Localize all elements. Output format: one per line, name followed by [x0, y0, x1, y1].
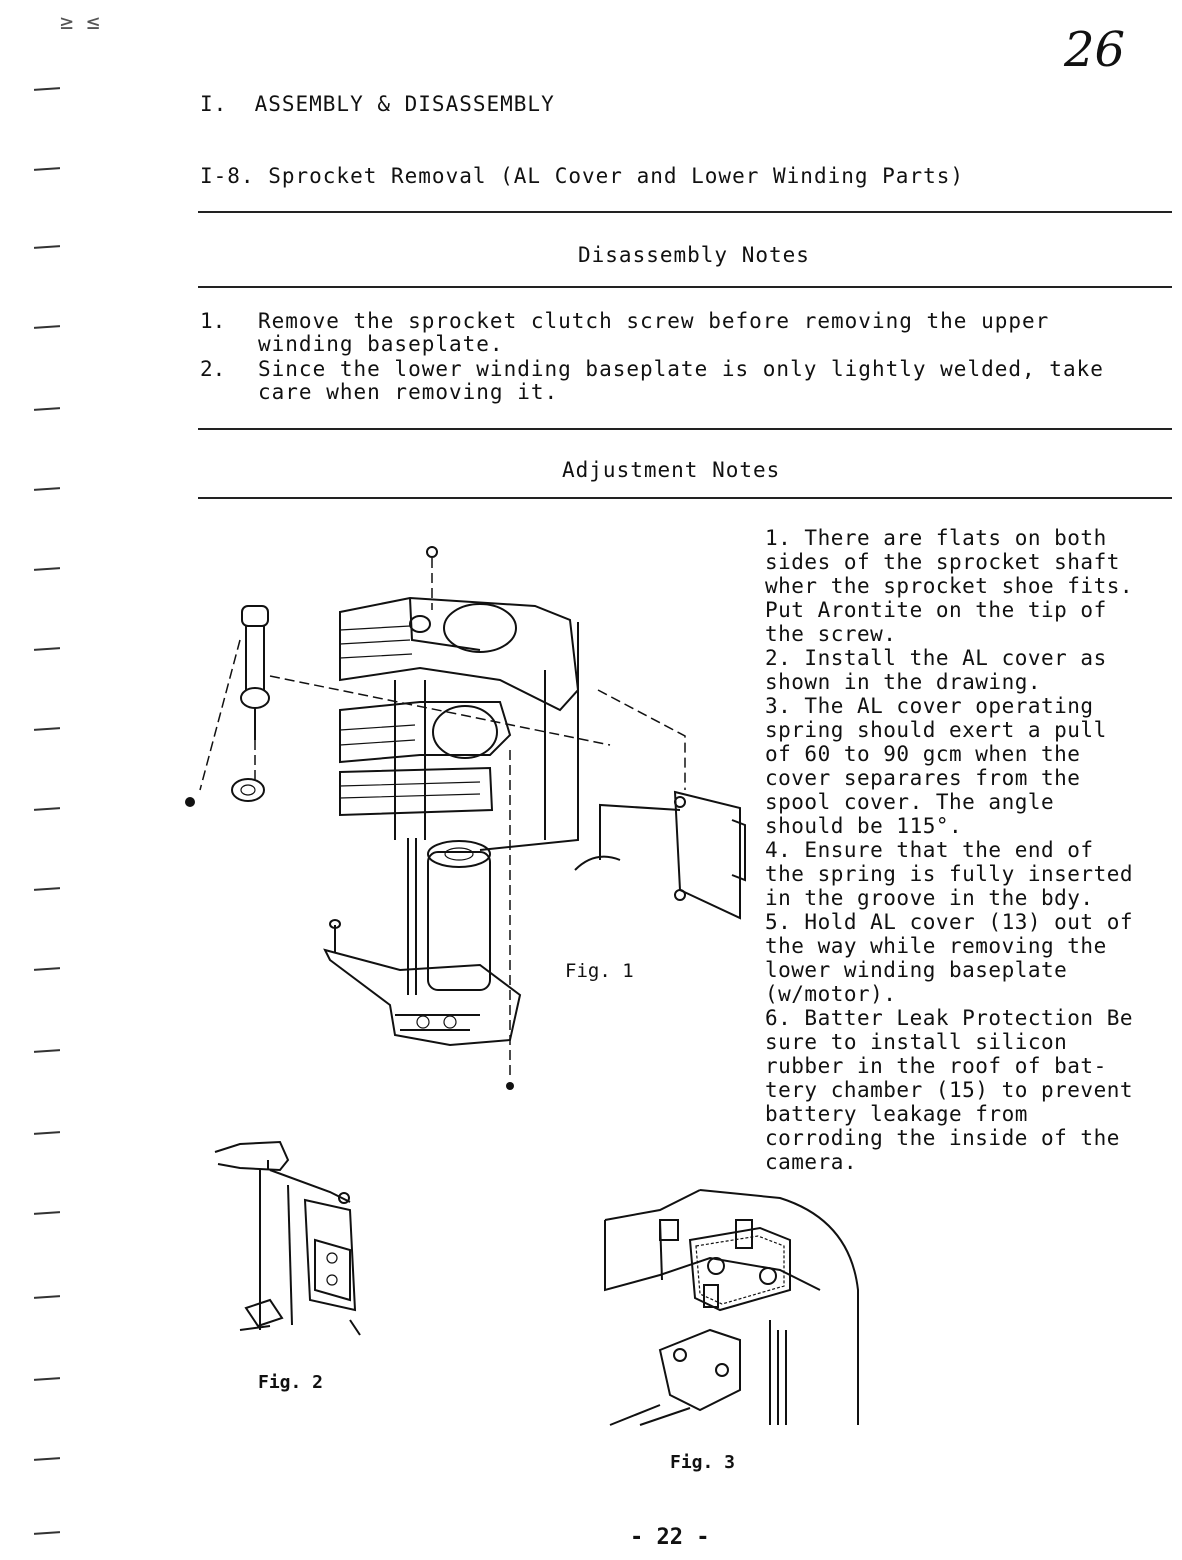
note-line: camera.: [765, 1150, 858, 1174]
fig1-label: Fig. 1: [565, 960, 634, 982]
note-line: of 60 to 90 gcm when the: [765, 742, 1081, 766]
divider: [198, 211, 1172, 213]
note-line: 2. Install the AL cover as: [765, 646, 1107, 670]
note-line: tery chamber (15) to prevent: [765, 1078, 1134, 1102]
note-line: the spring is fully inserted: [765, 862, 1134, 886]
note-line: (w/motor).: [765, 982, 897, 1006]
note-line: corroding the inside of the: [765, 1126, 1120, 1150]
item-line: care when removing it.: [258, 380, 559, 404]
note-line: spring should exert a pull: [765, 718, 1107, 742]
note-line: rubber in the roof of bat-: [765, 1054, 1107, 1078]
note-line: lower winding baseplate: [765, 958, 1068, 982]
handwritten-page-number: 26: [1064, 22, 1126, 78]
chapter-title: I. ASSEMBLY & DISASSEMBLY: [200, 92, 555, 116]
note-line: 6. Batter Leak Protection Be: [765, 1006, 1134, 1030]
item-line: Since the lower winding baseplate is only lightly welded, take: [258, 357, 1104, 381]
fig1-drawing: [180, 540, 760, 1100]
fig3-drawing: [600, 1180, 870, 1430]
item-line: Remove the sprocket clutch screw before removing the upper: [258, 309, 1050, 333]
note-line: 5. Hold AL cover (13) out of: [765, 910, 1134, 934]
note-line: spool cover. The angle: [765, 790, 1055, 814]
note-line: the way while removing the: [765, 934, 1107, 958]
note-line: battery leakage from: [765, 1102, 1028, 1126]
note-line: sides of the sprocket shaft: [765, 550, 1120, 574]
divider: [198, 428, 1172, 430]
fig3-label: Fig. 3: [670, 1452, 736, 1473]
disassembly-notes: [200, 310, 1170, 404]
adjustment-notes: [765, 526, 1133, 1174]
note-line: 3. The AL cover operating: [765, 694, 1094, 718]
disassembly-heading: Disassembly Notes: [578, 243, 810, 267]
item-number: 2.: [200, 357, 226, 381]
note-line: cover separares from the: [765, 766, 1081, 790]
adjustment-heading: Adjustment Notes: [562, 458, 781, 482]
item-line: winding baseplate.: [258, 332, 504, 356]
section-title: I-8. Sprocket Removal (AL Cover and Lower Winding Parts): [200, 164, 965, 188]
fig2-label: Fig. 2: [258, 1372, 324, 1393]
note-line: 1. There are flats on both: [765, 526, 1107, 550]
page-footer: - 22 -: [630, 1525, 710, 1550]
divider: [198, 286, 1172, 288]
corner-mark: ≥ ≤: [60, 10, 100, 35]
note-line: shown in the drawing.: [765, 670, 1042, 694]
fig2-drawing: [210, 1130, 380, 1340]
note-line: sure to install silicon: [765, 1030, 1068, 1054]
divider: [198, 497, 1172, 499]
list-item: [200, 358, 1170, 404]
note-line: the screw.: [765, 622, 897, 646]
note-line: should be 115°.: [765, 814, 963, 838]
note-line: Put Arontite on the tip of: [765, 598, 1107, 622]
note-line: wher the sprocket shoe fits.: [765, 574, 1134, 598]
note-line: 4. Ensure that the end of: [765, 838, 1094, 862]
list-item: [200, 310, 1170, 356]
note-line: in the groove in the bdy.: [765, 886, 1094, 910]
item-number: 1.: [200, 309, 226, 333]
